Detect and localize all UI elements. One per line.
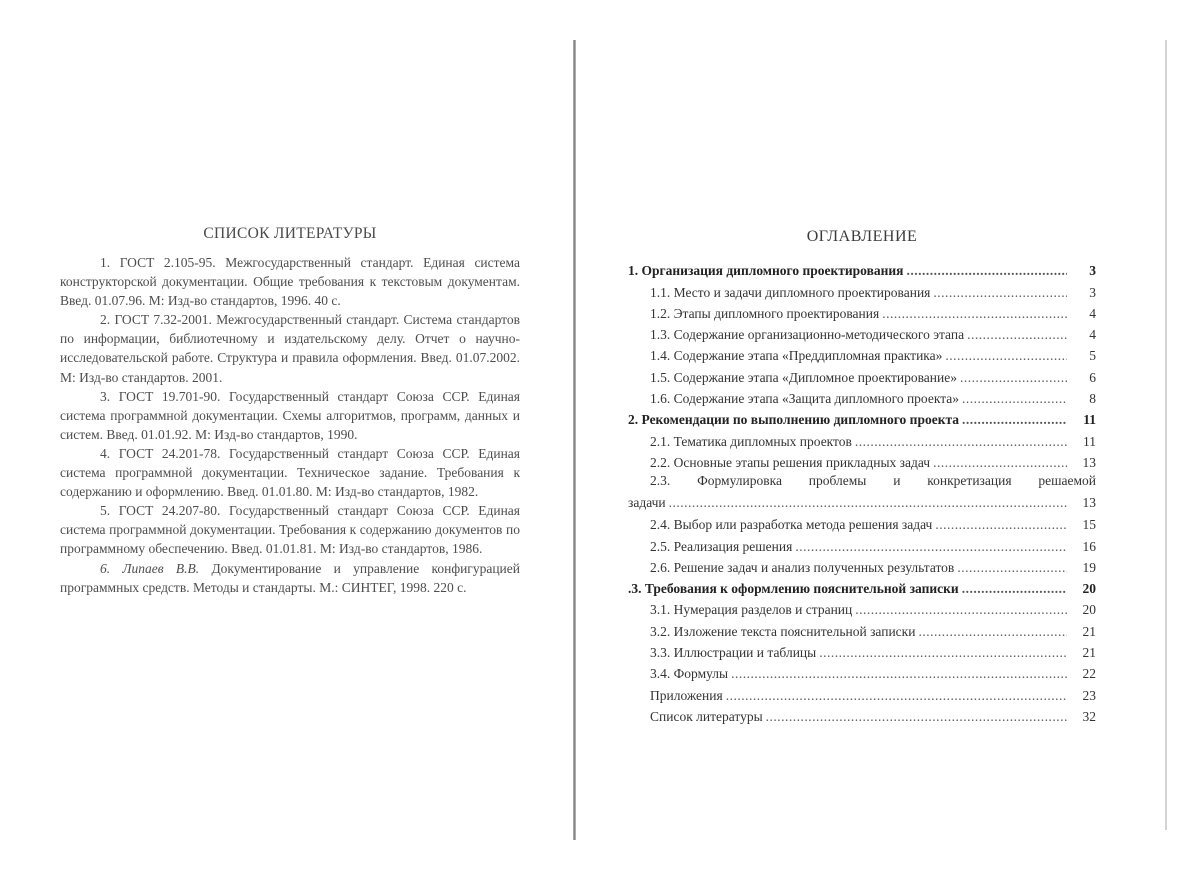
toc-entry bbox=[628, 343, 1096, 364]
toc-page-number: 16 bbox=[1082, 538, 1096, 554]
toc-entry-text: 2.4. Выбор или разработка метода решения задач bbox=[650, 517, 933, 533]
reference-author: 6. Липаев В.В. bbox=[100, 560, 200, 576]
toc-entry-text: .3. Требования к оформлению пояснительной записки bbox=[628, 581, 959, 597]
left-page bbox=[60, 225, 520, 597]
toc-entry-text: 3.3. Иллюстрации и таблицы bbox=[650, 645, 817, 661]
toc-entry-text: 1.1. Место и задачи дипломного проектирования bbox=[650, 284, 931, 300]
toc-entry bbox=[628, 640, 1096, 661]
toc-page-number: 4 bbox=[1089, 305, 1096, 321]
toc-entry-text: 3.1. Нумерация разделов и страниц bbox=[650, 602, 853, 618]
toc-entry-text: 1.6. Содержание этапа «Защита дипломного проекта» bbox=[650, 391, 960, 407]
toc-entry bbox=[628, 450, 1096, 471]
toc-leader-dots bbox=[766, 708, 1067, 725]
toc-entry bbox=[628, 428, 1096, 449]
toc-page-number: 13 bbox=[1082, 454, 1096, 470]
toc-leader-dots bbox=[882, 305, 1067, 322]
toc-entry bbox=[628, 533, 1096, 554]
toc-entry-text: 3.2. Изложение текста пояснительной записки bbox=[650, 623, 916, 639]
toc-entry-text: 1.3. Содержание организационно-методического этапа bbox=[650, 327, 965, 343]
toc-leader-dots bbox=[962, 580, 1067, 597]
toc-entry bbox=[628, 279, 1096, 300]
toc-page-number: 23 bbox=[1082, 687, 1096, 703]
references-title: СПИСОК ЛИТЕРАТУРЫ bbox=[203, 225, 377, 242]
toc-entry bbox=[628, 597, 1096, 618]
toc-entry bbox=[628, 471, 1096, 512]
toc-page-number: 11 bbox=[1083, 412, 1096, 428]
toc-page-number: 3 bbox=[1089, 263, 1096, 279]
book-gutter bbox=[573, 40, 576, 840]
toc-page-number: 22 bbox=[1082, 666, 1096, 682]
toc-page-number: 5 bbox=[1089, 348, 1096, 364]
page-edge bbox=[1165, 40, 1167, 830]
toc-page-number: 15 bbox=[1082, 517, 1096, 533]
toc-leader-dots bbox=[960, 369, 1067, 386]
toc-entry-text: 2.6. Решение задач и анализ полученных результатов bbox=[650, 559, 955, 575]
toc-page-number: 8 bbox=[1089, 391, 1096, 407]
toc-entry-text: 2.2. Основные этапы решения прикладных задач bbox=[650, 454, 931, 470]
toc-page-number: 32 bbox=[1082, 708, 1096, 724]
toc-title: ОГЛАВЛЕНИЕ bbox=[806, 228, 918, 245]
reference-item: 1. ГОСТ 2.105-95. Межгосударственный стандарт. Единая система конструкторской документации. Общие требования к текстовым документам. Введ. 01.07.96. М: Изд-во стандартов, 1996. 40 с. bbox=[60, 255, 520, 309]
toc-entry bbox=[628, 386, 1096, 407]
toc-page-number: 20 bbox=[1082, 581, 1096, 597]
toc-section-entry bbox=[628, 258, 1096, 279]
toc-entry-text: задачи bbox=[628, 494, 666, 510]
toc-leader-dots bbox=[962, 411, 1067, 428]
toc-entry-text: Список литературы bbox=[650, 708, 763, 724]
toc-section-entry bbox=[628, 576, 1096, 597]
toc-entry-text: Приложения bbox=[650, 687, 723, 703]
toc-section-entry bbox=[628, 407, 1096, 428]
toc-entry bbox=[628, 618, 1096, 639]
toc-leader-dots bbox=[795, 538, 1067, 555]
toc-leader-dots bbox=[819, 644, 1067, 661]
toc-leader-dots bbox=[726, 687, 1067, 704]
toc-entry-text: 2.1. Тематика дипломных проектов bbox=[650, 433, 852, 449]
toc-entry-text: 3.4. Формулы bbox=[650, 666, 729, 682]
toc-leader-dots bbox=[933, 284, 1067, 301]
toc-page-number: 3 bbox=[1089, 284, 1096, 300]
reference-item: 2. ГОСТ 7.32-2001. Межгосударственный стандарт. Система стандартов по информации, библиотечному и издательскому делу. Отчет о научно-исследовательской работе. Структура и правила оформления. Введ. 01.07.2002. М: Изд-во стандартов. 2001. bbox=[60, 312, 520, 385]
toc-page-number: 13 bbox=[1082, 494, 1096, 510]
references-list bbox=[60, 253, 520, 597]
toc-entry-text: 1. Организация дипломного проектирования bbox=[628, 263, 904, 279]
toc-entry bbox=[628, 364, 1096, 385]
toc-leader-dots bbox=[855, 433, 1067, 450]
toc-page-number: 19 bbox=[1082, 559, 1096, 575]
reference-item: 6. Липаев В.В. Документирование и управление конфигурацией программных средств. Методы и стандарты. М.: СИНТЕГ, 1998. 220 с. bbox=[60, 560, 520, 595]
right-page bbox=[628, 228, 1096, 725]
reference-item: 4. ГОСТ 24.201-78. Государственный стандарт Союза ССР. Единая система программной документации. Техническое задание. Требования к содержанию и оформлению. Введ. 01.01.80. М: Изд-во стандартов, 1982. bbox=[60, 445, 520, 500]
toc-leader-dots bbox=[967, 326, 1067, 343]
toc-leader-dots bbox=[855, 601, 1067, 618]
toc-entry bbox=[628, 512, 1096, 533]
toc-leader-dots bbox=[669, 493, 1067, 512]
toc-entry-text: 2.5. Реализация решения bbox=[650, 538, 793, 554]
toc-leader-dots bbox=[933, 454, 1067, 471]
toc-leader-dots bbox=[957, 559, 1067, 576]
toc-page-number: 6 bbox=[1089, 369, 1096, 385]
toc-page-number: 20 bbox=[1082, 602, 1096, 618]
toc-page-number: 11 bbox=[1083, 433, 1096, 449]
toc-entry-text: 1.5. Содержание этапа «Дипломное проектирование» bbox=[650, 369, 957, 385]
toc-leader-dots bbox=[962, 390, 1067, 407]
toc-entry bbox=[628, 661, 1096, 682]
toc-leader-dots bbox=[945, 347, 1067, 364]
toc-entry-text: 1.2. Этапы дипломного проектирования bbox=[650, 305, 880, 321]
toc-leader-dots bbox=[935, 516, 1067, 533]
reference-item: 5. ГОСТ 24.207-80. Государственный стандарт Союза ССР. Единая система программной документации. Требования к содержанию документов по программному обеспечению. Введ. 01.01.81. М: Изд-во стандартов, 1986. bbox=[60, 503, 520, 557]
toc-leader-dots bbox=[907, 262, 1068, 279]
toc-entry-text: 2.3. Формулировка проблемы и конкретизация решаемой bbox=[650, 472, 1096, 488]
reference-item: 3. ГОСТ 19.701-90. Государственный стандарт Союза ССР. Единая система программной документации. Схемы алгоритмов, программ, данных и систем. Введ. 01.01.92. М: Изд-во стандартов, 1990. bbox=[60, 388, 520, 442]
toc-entry bbox=[628, 301, 1096, 322]
toc-leader-dots bbox=[918, 623, 1067, 640]
toc-list bbox=[628, 258, 1096, 725]
toc-entry-text: 2. Рекомендации по выполнению дипломного проекта bbox=[628, 412, 960, 428]
toc-entry bbox=[628, 704, 1096, 725]
toc-page-number: 21 bbox=[1082, 645, 1096, 661]
toc-leader-dots bbox=[731, 665, 1067, 682]
toc-page-number: 21 bbox=[1082, 623, 1096, 639]
toc-page-number: 4 bbox=[1089, 327, 1096, 343]
toc-entry bbox=[628, 555, 1096, 576]
toc-entry bbox=[628, 322, 1096, 343]
toc-entry bbox=[628, 682, 1096, 703]
toc-entry-text: 1.4. Содержание этапа «Преддипломная практика» bbox=[650, 348, 943, 364]
